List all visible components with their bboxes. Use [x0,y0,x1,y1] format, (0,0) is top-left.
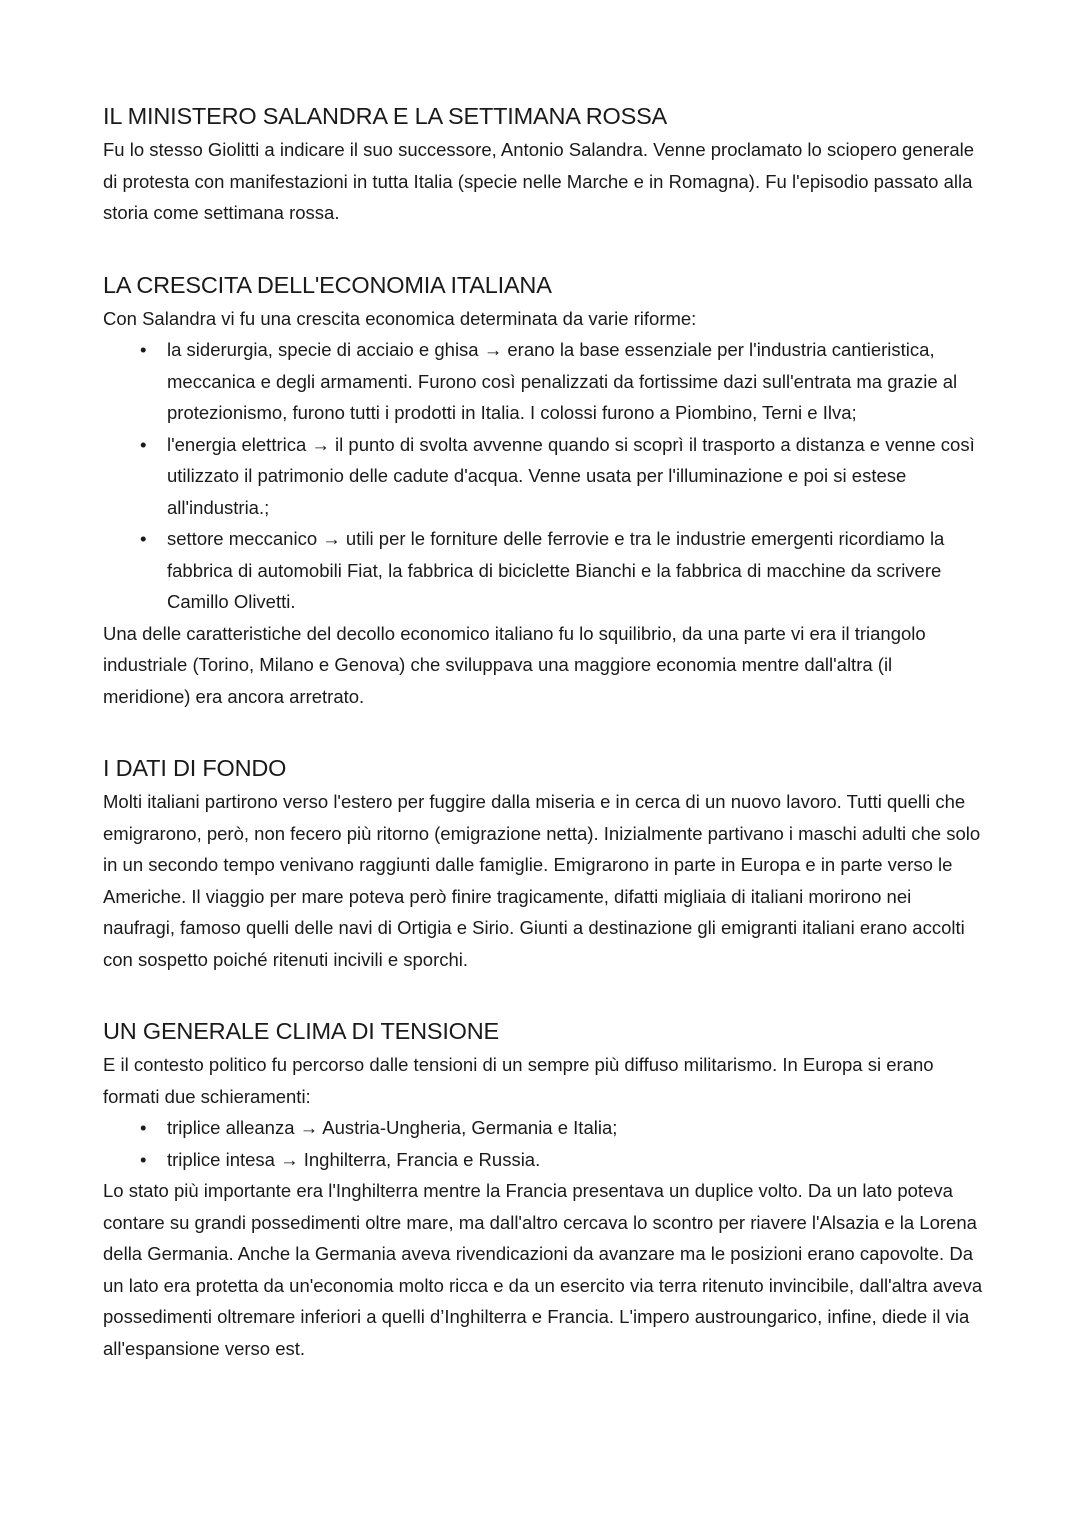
document-page [103,100,983,1364]
section-paragraph: Molti italiani partirono verso l'estero per fuggire dalla miseria e in cerca di un nuovo lavoro. Tutti quelli che emigrarono, però, non fecero più ritorno (emigrazione netta). Inizialmente partivano i maschi adulti che solo in un secondo tempo venivano raggiunti dalle famiglie. Emigrarono in parte in Europa e in parte verso le Americhe. Il viaggio per mare poteva però finire tragicamente, difatti migliaia di italiani morirono nei naufragi, famoso quelli delle navi di Ortigia e Sirio. Giunti a destinazione gli emigranti italiani erano accolti con sospetto poiché ritenuti incivili e sporchi. [103,791,981,970]
section-intro: E il contesto politico fu percorso dalle tensioni di un sempre più diffuso militarismo. In Europa si erano formati due schieramenti: [103,1054,934,1107]
list-item [103,429,983,524]
bullet-icon: • [140,339,147,360]
list-item-text: triplice alleanza → Austria-Ungheria, Germania e Italia; [167,1117,618,1138]
section-heading: IL MINISTERO SALANDRA E LA SETTIMANA ROSSA [103,103,668,129]
section-clima-tensione [103,1015,983,1364]
bullet-icon: • [140,1148,147,1170]
list-item-text: l'energia elettrica → il punto di svolta avvenne quando si scoprì il trasporto a distanza e venne così utilizzato il patrimonio delle cadute d'acqua. Venne usata per l'illuminazione e poi si estese all'industria.; [167,433,975,518]
list-item [103,1112,983,1144]
list-item-text: settore meccanico → utili per le forniture delle ferrovie e tra le industrie emergenti ricordiamo la fabbrica di automobili Fiat, la fabbrica di biciclette Bianchi e la fabbrica di macchine da scrivere Camillo Olivetti. [167,528,945,612]
section-ministero-salandra [103,100,983,229]
section-crescita-economia [103,269,983,713]
section-outro: Una delle caratteristiche del decollo economico italiano fu lo squilibrio, da una parte vi era il triangolo industriale (Torino, Milano e Genova) che sviluppava una maggiore economia mentre dall'altra (il meridione) era ancora arretrato. [103,622,926,707]
bullet-list [103,334,983,618]
list-item [103,1144,983,1176]
section-heading: UN GENERALE CLIMA DI TENSIONE [103,1018,499,1044]
list-item [103,334,983,429]
list-item-text: la siderurgia, specie di acciaio e ghisa → erano la base essenziale per l'industria cantieristica, meccanica e degli armamenti. Furono così penalizzati da fortissime dazi sull'entrata ma grazie al protezionismo, furono tutti i prodotti in Italia. I colossi furono a Piombino, Terni e Ilva; [167,339,958,423]
bullet-icon: • [140,1117,147,1138]
list-item [103,523,983,618]
bullet-icon: • [140,433,147,455]
section-paragraph: Fu lo stesso Giolitti a indicare il suo successore, Antonio Salandra. Venne proclamato lo sciopero generale di protesta con manifestazioni in tutta Italia (specie nelle Marche e in Romagna). Fu l'episodio passato alla storia come settimana rossa. [103,139,975,223]
section-heading: LA CRESCITA DELL'ECONOMIA ITALIANA [103,271,552,298]
section-heading: I DATI DI FONDO [103,755,287,781]
section-outro: Lo stato più importante era l'Inghilterra mentre la Francia presentava un duplice volto. Da un lato poteva contare su grandi possedimenti oltre mare, ma dall'altro cercava lo scontro per riavere l'Alsazia e la Lorena della Germania. Anche la Germania aveva rivendicazioni da avanzare ma le posizioni erano capovolte. Da un lato era protetta da un'economia molto ricca e da un esercito via terra ritenuto invincibile, dall'altra aveva possedimenti oltremare inferiori a quelli d’Inghilterra e Francia. L'impero austroungarico, infine, diede il via all'espansione verso est. [103,1180,983,1359]
bullet-list [103,1112,983,1175]
bullet-icon: • [140,528,147,549]
section-dati-di-fondo [103,752,983,975]
list-item-text: triplice intesa → Inghilterra, Francia e Russia. [167,1148,541,1170]
section-intro: Con Salandra vi fu una crescita economica determinata da varie riforme: [103,307,697,329]
